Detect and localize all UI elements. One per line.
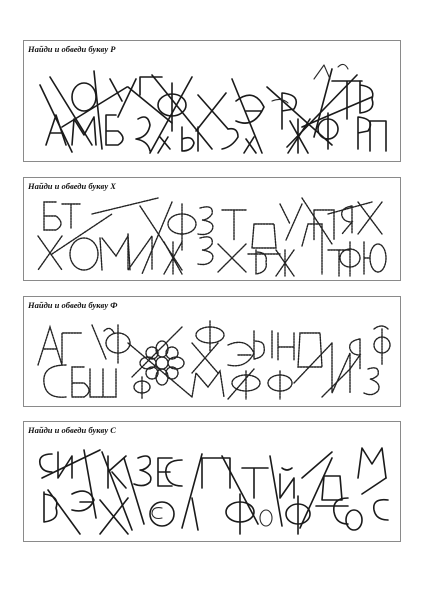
tangled-letters-drawing (32, 313, 392, 403)
exercise-panel-3 (23, 296, 401, 407)
exercise-title: Найди и обведи букву С (28, 425, 116, 435)
letter-puzzle-image (32, 313, 392, 403)
exercise-title: Найди и обведи букву Р (28, 44, 116, 54)
exercise-title: Найди и обведи букву Х (28, 181, 116, 191)
exercise-panel-4 (23, 421, 401, 542)
exercise-title: Найди и обведи букву Ф (28, 300, 118, 310)
exercise-panel-2 (23, 177, 401, 281)
letter-puzzle-image (32, 57, 392, 157)
letter-puzzle-image (32, 438, 392, 538)
tangled-letters-drawing (32, 438, 392, 538)
tangled-letters-drawing (32, 57, 392, 157)
exercise-panel-1 (23, 40, 401, 162)
tangled-letters-drawing (32, 194, 392, 278)
letter-puzzle-image (32, 194, 392, 278)
